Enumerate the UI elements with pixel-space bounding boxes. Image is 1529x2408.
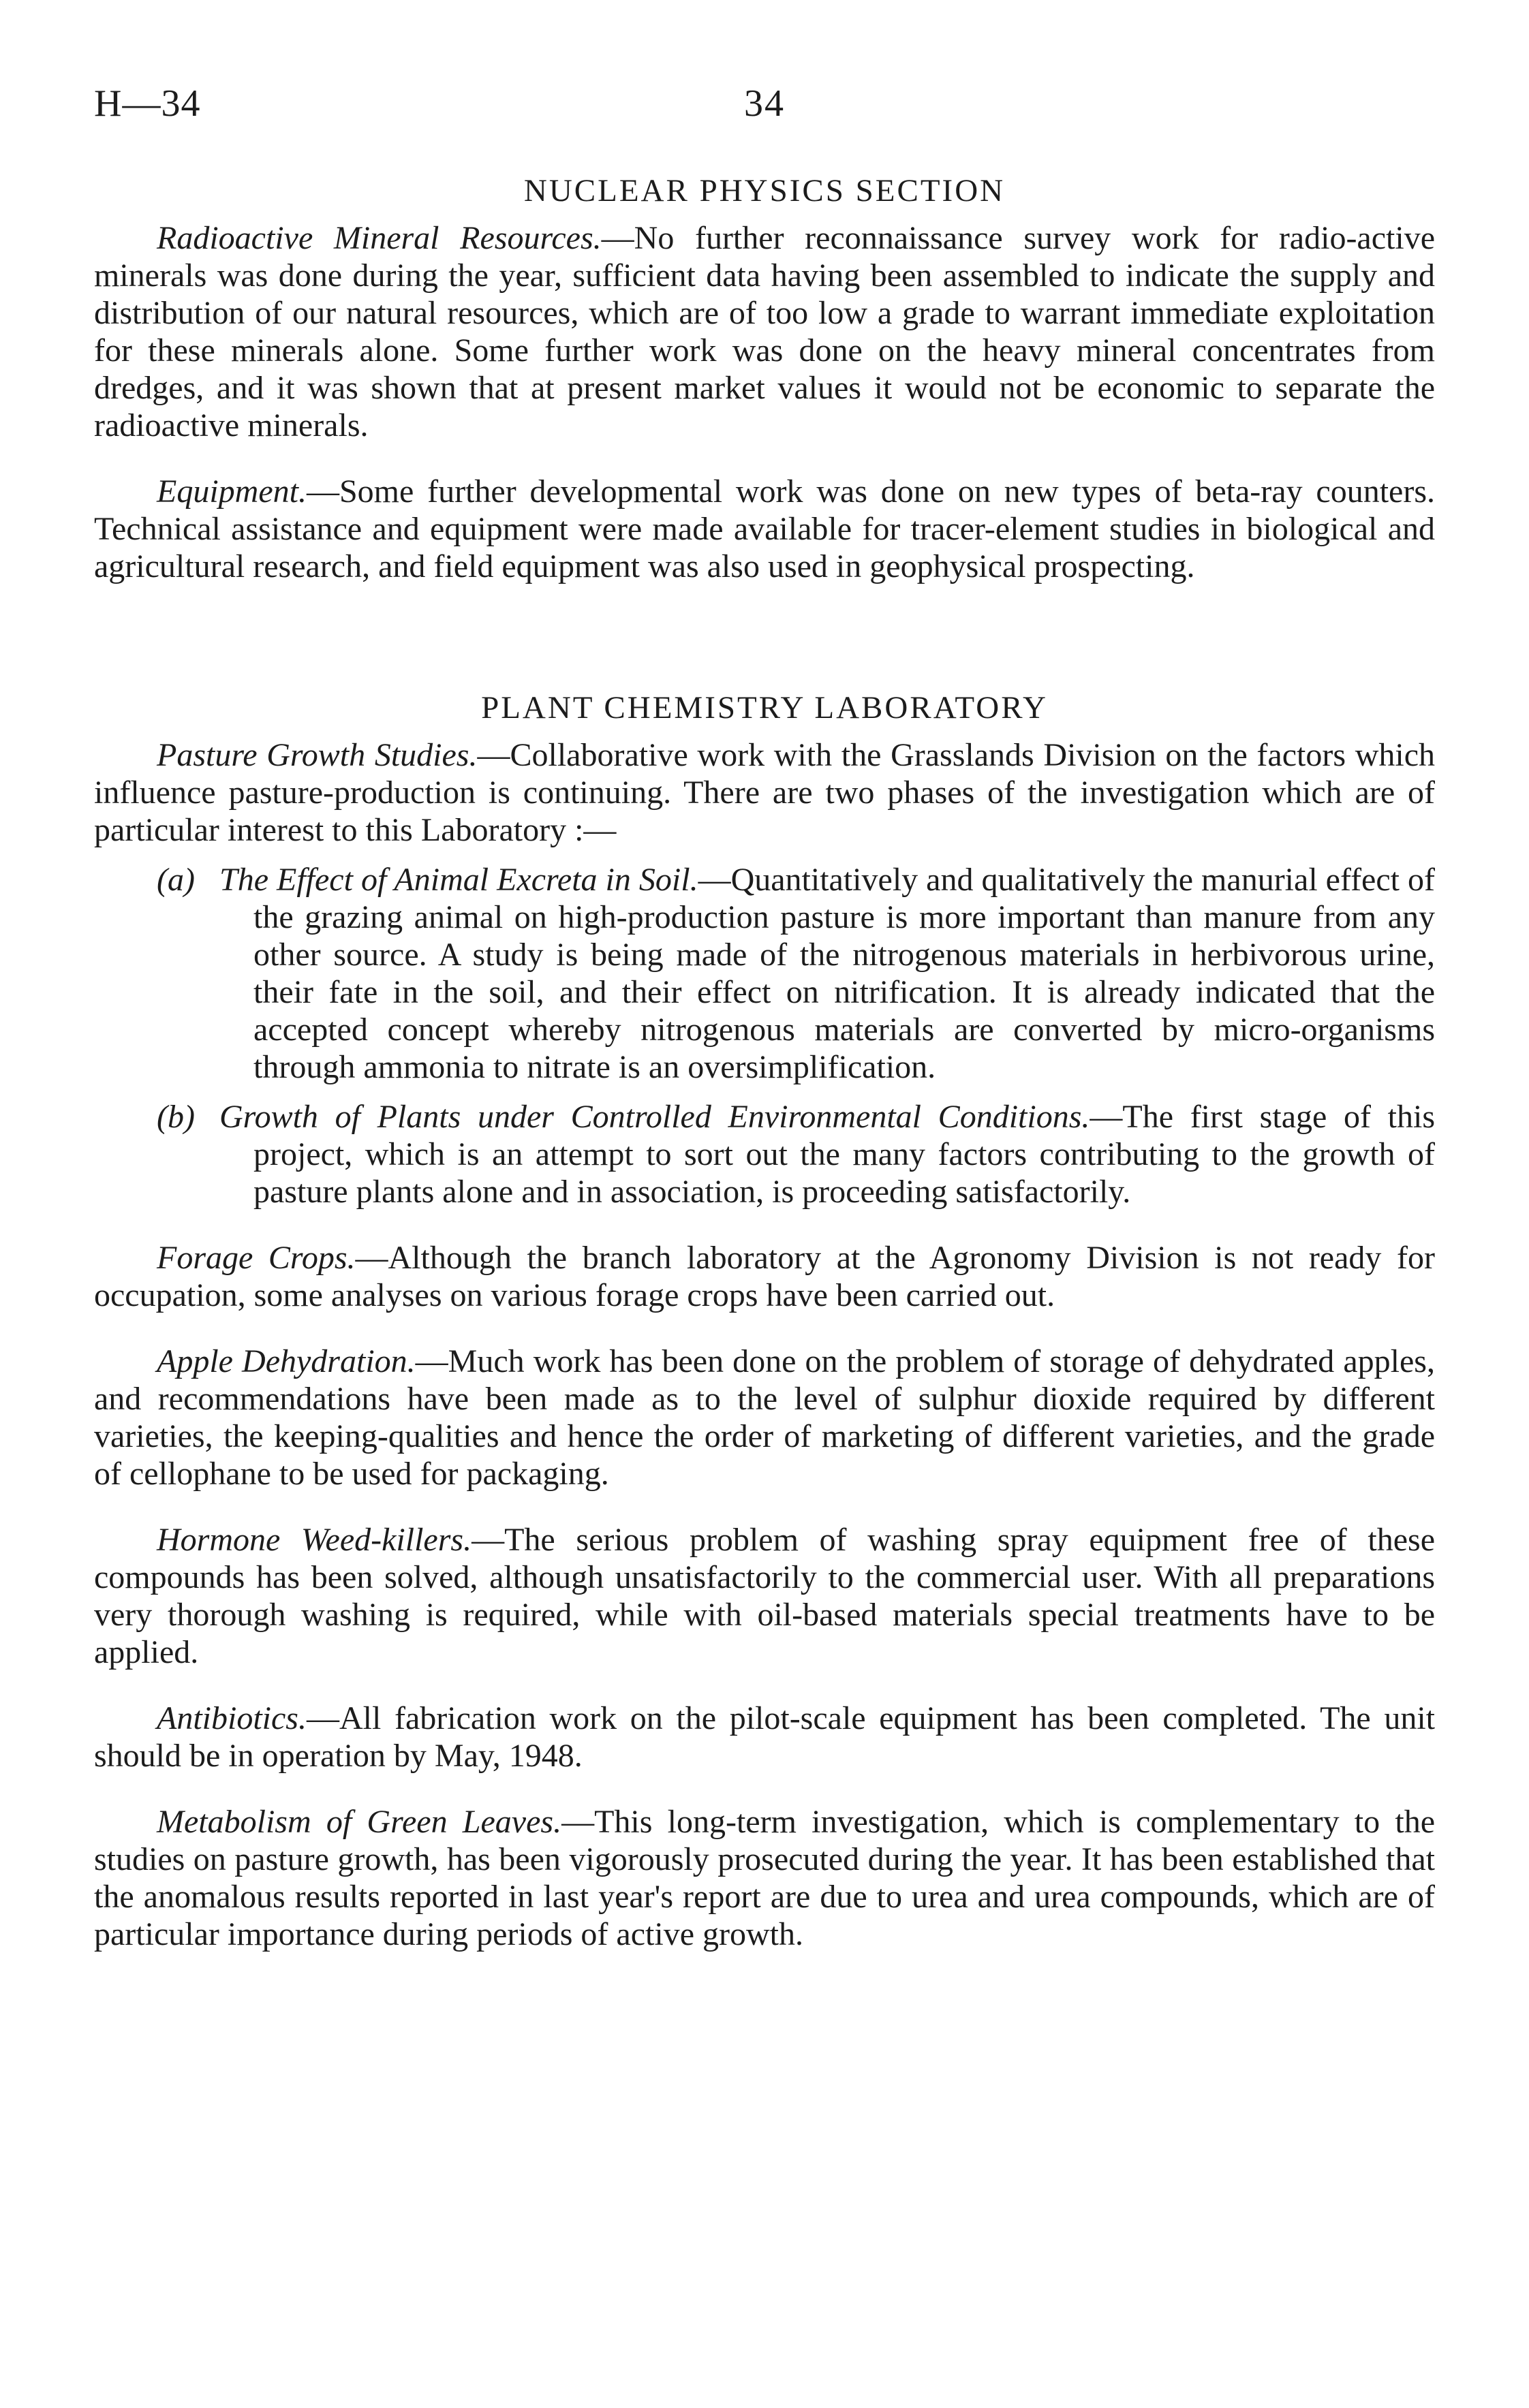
paragraph-text: —Collaborative work with the Grasslands Division on the factors which influence pasture-production is continuing. There are two phases of the investigation which are of particular interest to this Laboratory :—	[94, 737, 1436, 848]
subparagraph-label: (a)	[157, 862, 195, 898]
paragraph-text: —No further reconnaissance survey work for radio-active minerals was done during the year, sufficient data having been assembled to indicate the supply and distribution of our natural resources, which are of too low a grade to warrant immediate exploitation for these minerals alone. Some further work was done on the heavy mineral concentrates from dredges, and it was shown that at present market values it would not be economic to separate the radioactive minerals.	[94, 220, 1436, 443]
paragraph-metabolism-of-green-leaves	[94, 1803, 1435, 1953]
paragraph-radioactive-mineral-resources	[94, 219, 1435, 444]
paragraph-text: —This long-term investigation, which is complementary to the studies on pasture growth, has been vigorously prosecuted during the year. It has been established that the anomalous results reported in last year's report are due to urea and urea compounds, which are of particular importance during periods of active growth.	[94, 1804, 1435, 1952]
paragraph-hormone-weed-killers	[94, 1521, 1435, 1671]
paragraph-text: —Although the branch laboratory at the Agronomy Division is not ready for occupation, some analyses on various forage crops have been carried out.	[94, 1240, 1435, 1313]
document-body	[94, 170, 1435, 1953]
subparagraph-text: —Quantitatively and qualitatively the manurial effect of the grazing animal on high-production pasture is more important than manure from any other source. A study is being made of the nitrogenous materials in herbivorous urine, their fate in the soil, and their effect on nitrification. It is already indicated that the accepted concept whereby nitrogenous materials are converted by micro-organisms through ammonia to nitrate is an oversimplification.	[253, 862, 1435, 1085]
subparagraph-label: (b)	[157, 1099, 195, 1135]
paragraph-text: —Much work has been done on the problem of storage of dehydrated apples, and recommendations have been made as to the level of sulphur dioxide required by different varieties, the keeping-qualities and hence the order of marketing of different varieties, and the grade of cellophane to be used for packaging.	[94, 1343, 1435, 1492]
subparagraph-heading: Growth of Plants under Controlled Environmental Conditions.	[219, 1099, 1090, 1135]
paragraph-antibiotics	[94, 1700, 1435, 1774]
paragraph-text: —All fabrication work on the pilot-scale equipment has been completed. The unit should be in operation by May, 1948.	[94, 1700, 1435, 1774]
paragraph-equipment	[94, 473, 1435, 585]
paragraph-heading: Pasture Growth Studies.	[157, 737, 478, 773]
paragraph-text: —Some further developmental work was done on new types of beta-ray counters. Technical assistance and equipment were made available for tracer-element studies in biological and agricultural research, and field equipment was also used in geophysical prospecting.	[94, 473, 1435, 584]
document-reference: H—34	[94, 82, 201, 125]
page-number: 34	[744, 82, 785, 125]
subparagraph-a	[157, 861, 1435, 1086]
paragraph-apple-dehydration	[94, 1343, 1435, 1492]
paragraph-heading: Metabolism of Green Leaves.	[157, 1804, 562, 1840]
page-header	[94, 82, 1435, 136]
paragraph-pasture-growth-studies	[94, 736, 1435, 849]
paragraph-forage-crops	[94, 1239, 1435, 1314]
section-title-nuclear-physics: NUCLEAR PHYSICS SECTION	[523, 173, 1006, 208]
paragraph-heading: Apple Dehydration.	[157, 1343, 416, 1379]
section-title-plant-chemistry: PLANT CHEMISTRY LABORATORY	[481, 690, 1048, 725]
subparagraph-text: —The first stage of this project, which is an attempt to sort out the many factors contributing to the growth of pasture plants alone and in association, is proceeding satisfactorily.	[253, 1099, 1435, 1210]
subparagraph-heading: The Effect of Animal Excreta in Soil.	[219, 862, 698, 898]
subparagraph-b	[157, 1098, 1435, 1210]
paragraph-heading: Hormone Weed-killers.	[157, 1522, 472, 1558]
paragraph-heading: Radioactive Mineral Resources.	[157, 220, 602, 256]
paragraph-heading: Equipment.	[157, 473, 307, 510]
paragraph-heading: Antibiotics.	[157, 1700, 307, 1736]
paragraph-heading: Forage Crops.	[157, 1240, 356, 1276]
paragraph-text: —The serious problem of washing spray equipment free of these compounds has been solved, although unsatisfactorily to the commercial user. With all preparations very thorough washing is required, while with oil-based materials special treatments have to be applied.	[94, 1522, 1436, 1670]
